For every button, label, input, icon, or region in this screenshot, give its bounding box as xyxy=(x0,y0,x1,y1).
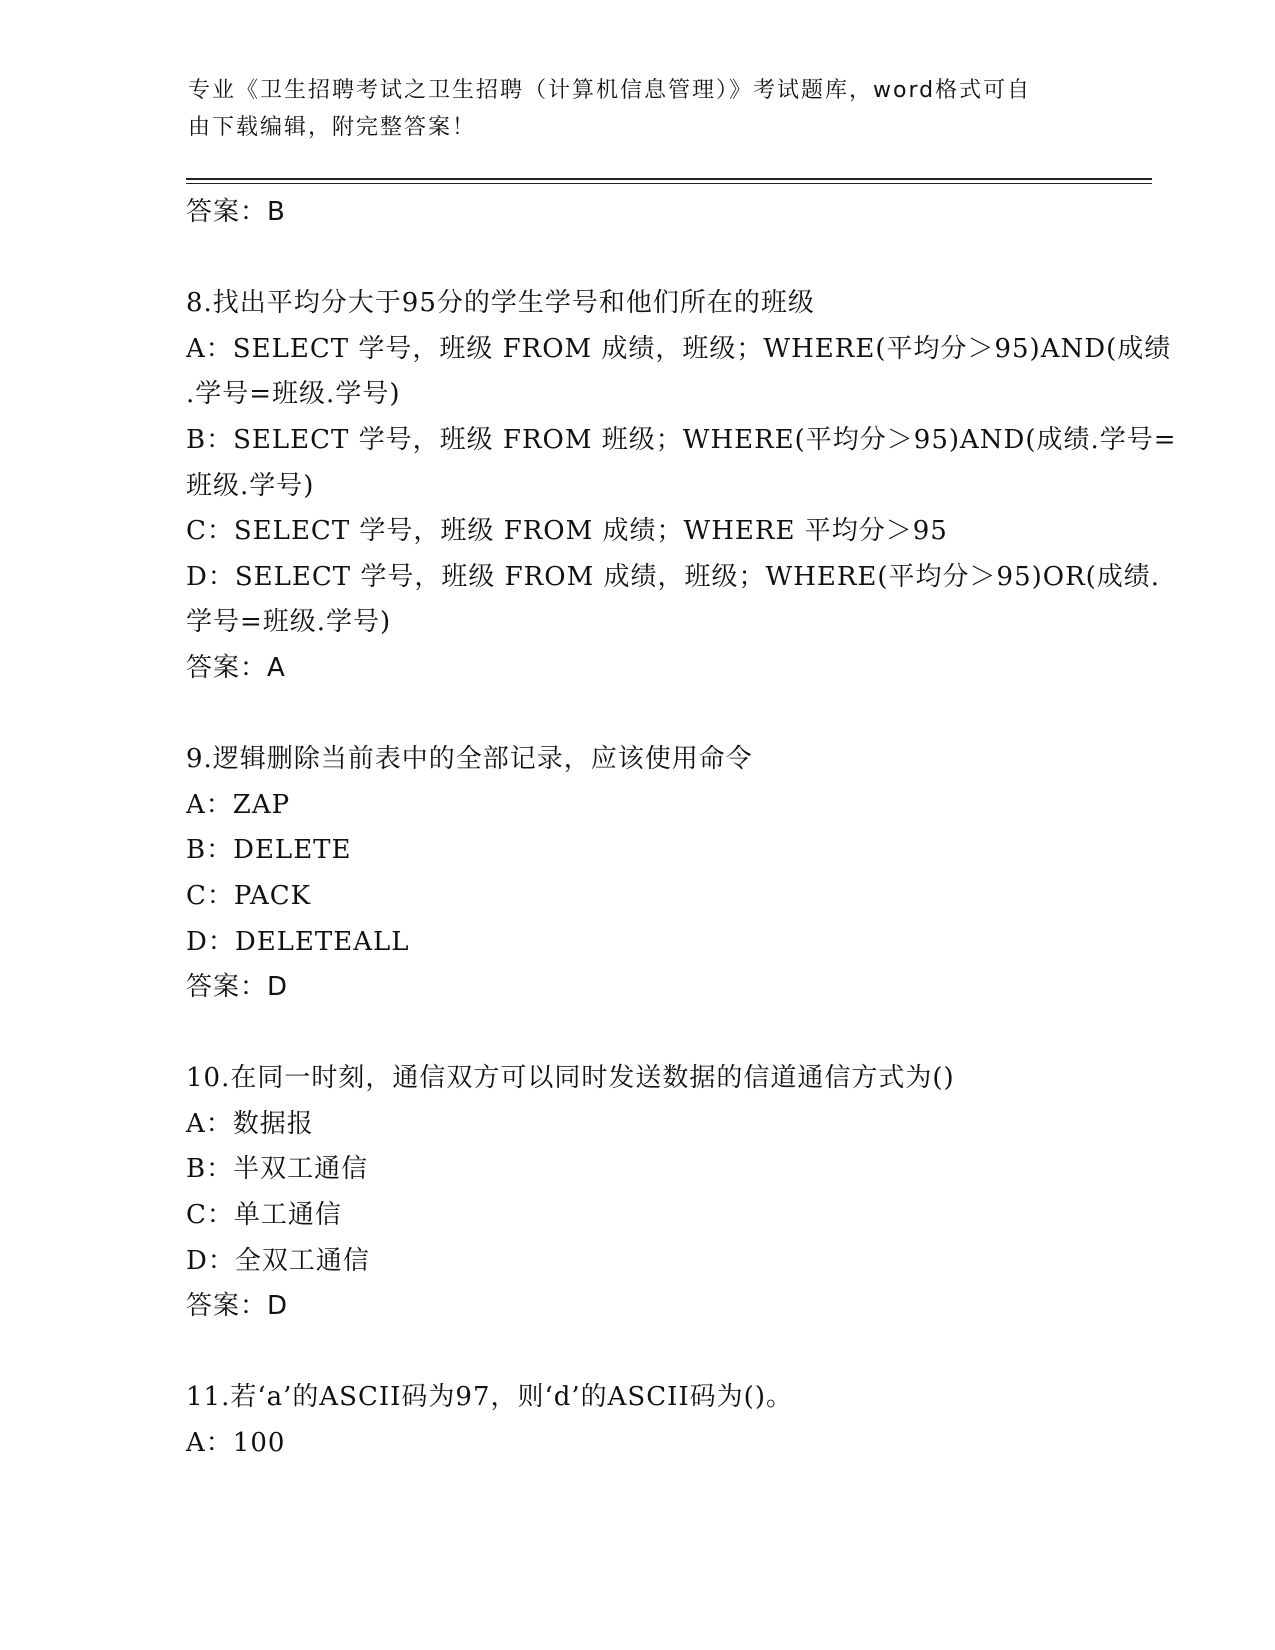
question-line: 11.若‘a’的ASCII码为97，则‘d’的ASCII码为()。 xyxy=(186,1382,793,1413)
question-block xyxy=(186,281,1177,691)
question-block xyxy=(186,1056,1086,1330)
question-block xyxy=(186,1375,1086,1466)
option-line: B：半双工通信 xyxy=(186,1154,369,1185)
spacer xyxy=(186,1011,1086,1057)
answer-line: 答案：D xyxy=(186,1291,289,1322)
option-line: A：数据报 xyxy=(186,1108,314,1139)
answer-line: 答案：D xyxy=(186,972,289,1003)
option-line: B：SELECT 学号，班级 FROM 班级；WHERE(平均分＞95)AND(成绩.学号= xyxy=(186,424,1177,455)
question-line: 10.在同一时刻，通信双方可以同时发送数据的信道通信方式为() xyxy=(186,1063,955,1094)
question-line: 8.找出平均分大于95分的学生学号和他们所在的班级 xyxy=(186,288,815,319)
option-line: C：SELECT 学号，班级 FROM 成绩；WHERE 平均分＞95 xyxy=(186,516,948,547)
spacer xyxy=(186,692,1086,738)
option-line: 班级.学号) xyxy=(186,470,315,501)
option-line: A：ZAP xyxy=(186,789,291,820)
header-line-2: 由下载编辑，附完整答案！ xyxy=(188,115,477,140)
questions-body xyxy=(186,190,1177,1467)
answer-line: 答案：A xyxy=(186,652,286,683)
option-line: .学号=班级.学号) xyxy=(186,379,401,410)
option-line: A：100 xyxy=(186,1428,286,1459)
spacer xyxy=(186,236,1086,282)
option-line: 学号=班级.学号) xyxy=(186,607,392,638)
question-line: 9.逻辑删除当前表中的全部记录，应该使用命令 xyxy=(186,744,753,775)
option-line: B：DELETE xyxy=(186,835,352,866)
option-line: D：全双工通信 xyxy=(186,1245,370,1276)
option-line: C：单工通信 xyxy=(186,1200,342,1231)
option-line: D：SELECT 学号，班级 FROM 成绩，班级；WHERE(平均分＞95)OR(成绩. xyxy=(186,561,1161,592)
header-line-1: 专业《卫生招聘考试之卫生招聘（计算机信息管理）》考试题库，word格式可自 xyxy=(188,78,1032,103)
answer-line: 答案：B xyxy=(186,197,286,227)
header-divider-thin xyxy=(186,183,1152,184)
option-line: A：SELECT 学号，班级 FROM 成绩，班级；WHERE(平均分＞95)AND(成绩 xyxy=(186,333,1172,364)
spacer xyxy=(186,1330,1086,1376)
option-line: C：PACK xyxy=(186,880,312,911)
question-block xyxy=(186,737,1086,1011)
document-header xyxy=(188,72,1068,146)
header-divider-thick xyxy=(186,178,1152,180)
option-line: D：DELETEALL xyxy=(186,926,410,957)
